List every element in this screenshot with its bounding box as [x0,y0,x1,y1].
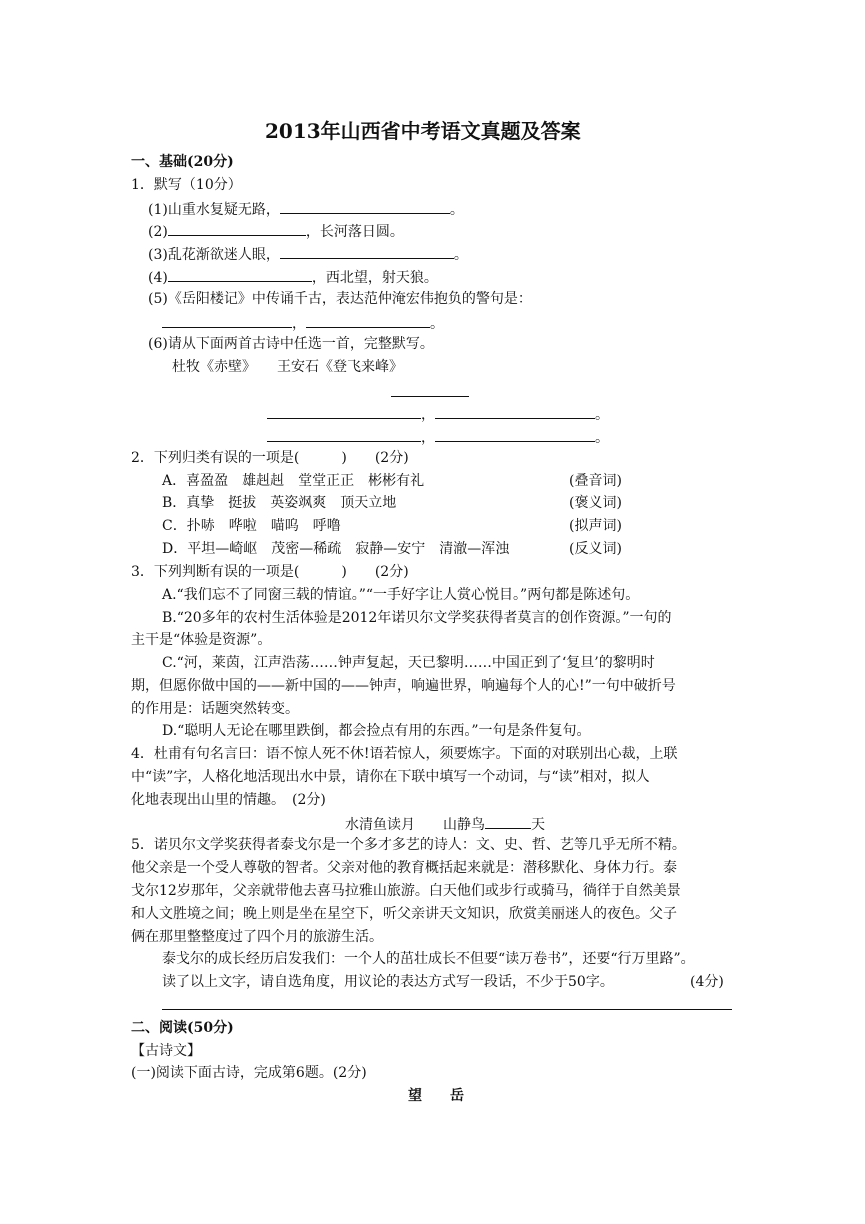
blank[interactable] [435,427,595,442]
blank[interactable] [306,313,430,328]
q1-line-1 [148,199,464,219]
q3-option-a: A.“我们忘不了同窗三载的情谊。”“一手好字让人赏心悦目。”两句都是陈述句。 [162,587,640,603]
q2-option-b: B．真挚 挺拔 英姿飒爽 顶天立地 [162,495,397,511]
poem-title: 望 岳 [408,1088,464,1104]
period: 。 [430,316,444,332]
couplet-blank[interactable] [485,814,531,829]
blank[interactable] [267,427,421,442]
q5-line-5: 俩在那里整整度过了四个月的旅游生活。 [131,929,383,945]
q2-option-a-tag: (叠音词) [569,473,622,489]
q4-line-2: 中“读”字，人格化地活现出水中景，请你在下联中填写一个动词，与“读”相对，拟人 [131,769,650,785]
blank[interactable] [162,313,292,328]
q1-line-3 [148,244,468,264]
q3-heading: 3．下列判断有误的一项是( ) (2分) [131,564,409,580]
q3-option-c-1: C.“河，莱茵，江声浩荡……钟声复起，天已黎明……中国正到了‘复旦’的黎明时 [162,655,655,671]
q1-line-6: (6)请从下面两首古诗中任选一首，完整默写。 [148,336,434,352]
section-1-heading: 一、基础(20分) [131,154,234,170]
q5-answer-line[interactable] [162,1009,732,1010]
couplet-end: 天 [531,817,545,833]
couplet-text: 水清鱼读月 山静鸟 [345,817,485,833]
poem-lines-row-1 [267,404,609,424]
q2-heading: 2．下列归类有误的一项是( ) (2分) [131,450,409,466]
blank[interactable] [435,404,595,419]
section-2-heading: 二、阅读(50分) [131,1020,234,1036]
q2-option-c: C．扑哧 哗啦 喵呜 呼噜 [162,518,341,534]
q5-line-2: 他父亲是一个受人尊敬的智者。父亲对他的教育概括起来就是：潜移默化、身体力行。泰 [131,860,677,876]
q3-option-c-3: 的作用是：话题突然转变。 [131,701,299,717]
q5-line-1: 5．诺贝尔文学奖获得者泰戈尔是一个多才多艺的诗人：文、史、哲、艺等几乎无所不精。 [131,837,686,853]
q1-line-4 [148,267,438,287]
q5-score: (4分) [690,974,724,990]
q1-line-5: (5)《岳阳楼记》中传诵千古，表达范仲淹宏伟抱负的警句是： [148,291,532,307]
q4-line-3: 化地表现出山里的情趣。 (2分) [131,792,326,808]
page-title: 2013年山西省中考语文真题及答案 [265,119,581,143]
q1-line-3-text: (3)乱花渐欲迷人眼， [148,247,280,263]
q1-heading: 1．默写（10分） [131,177,242,193]
blank[interactable] [280,199,450,214]
poem-title-blank[interactable] [391,396,469,397]
q1-line-4-text: (4) [148,270,168,286]
q3-option-d: D.“聪明人无论在哪里跌倒，都会捡点有用的东西。”一句是条件复句。 [162,723,591,739]
comma: ， [421,430,435,446]
q1-line-1-text: (1)山重水复疑无路， [148,202,280,218]
comma: ， [292,316,306,332]
q1-line-4-end: ，西北望，射天狼。 [311,270,438,286]
q3-option-b-2: 主干是“体验是资源”。 [131,632,272,648]
part-1-heading: (一)阅读下面古诗，完成第6题。(2分) [131,1065,367,1081]
q2-option-d-tag: (反义词) [569,541,622,557]
blank[interactable] [267,404,421,419]
poem-lines-row-2 [267,427,609,447]
q1-line-2-text: (2) [148,224,168,240]
blank[interactable] [280,244,454,259]
subsection-classical: 【古诗文】 [131,1043,201,1059]
period: 。 [595,407,609,423]
q5-line-7: 读了以上文字，请自选角度，用议论的表达方式写一段话，不少于50字。 [162,974,614,990]
q4-couplet [345,814,545,834]
q5-line-3: 戈尔12岁那年，父亲就带他去喜马拉雅山旅游。白天他们或步行或骑马，徜徉于自然美景 [131,883,681,899]
blank[interactable] [168,221,306,236]
q2-option-b-tag: (褒义词) [569,495,622,511]
q1-line-1-end: 。 [449,202,464,218]
q2-option-d: D．平坦—崎岖 茂密—稀疏 寂静—安宁 清澈—浑浊 [162,541,510,557]
q4-line-1: 4．杜甫有句名言曰：语不惊人死不休!语若惊人，须要炼字。下面的对联别出心裁，上联 [131,746,678,762]
comma: ， [421,407,435,423]
q1-poems: 杜牧《赤壁》 王安石《登飞来峰》 [172,359,403,375]
q2-option-a: A．喜盈盈 雄赳赳 堂堂正正 彬彬有礼 [162,473,425,489]
q1-line-2 [148,221,404,241]
q3-option-b-1: B.“20多年的农村生活体验是2012年诺贝尔文学奖获得者莫言的创作资源。”一句的 [162,610,672,626]
q3-option-c-2: 期，但愿你做中国的——新中国的——钟声，响遍世界，响遍每个人的心!”一句中破折号 [131,678,676,694]
q2-option-c-tag: (拟声词) [569,518,622,534]
q5-line-6: 泰戈尔的成长经历启发我们：一个人的茁壮成长不但要“读万卷书”，还要“行万里路”。 [162,951,695,967]
q1-line-2-end: ，长河落日圆。 [305,224,404,240]
period: 。 [595,430,609,446]
blank[interactable] [168,267,312,282]
q5-line-4: 和人文胜境之间；晚上则是坐在星空下，听父亲讲天文知识，欣赏美丽迷人的夜色。父子 [131,906,677,922]
q1-line-5-blanks [162,313,444,333]
q1-line-3-end: 。 [453,247,468,263]
